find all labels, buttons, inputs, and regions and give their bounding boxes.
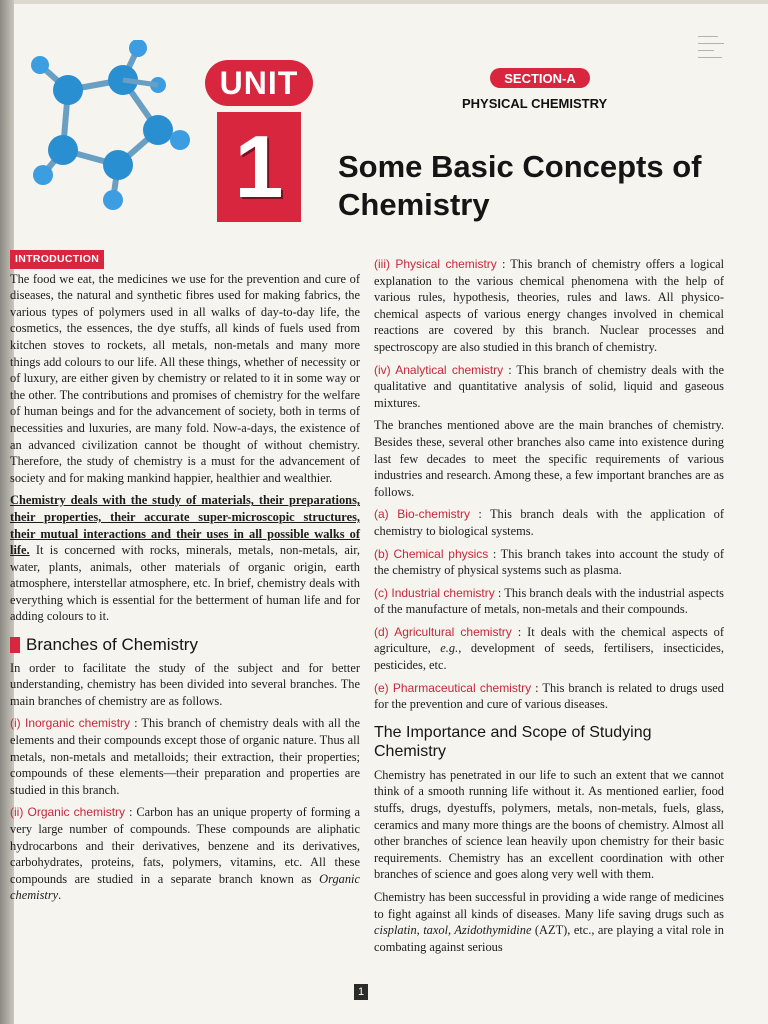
section-marker <box>10 637 20 653</box>
unit-number-box <box>217 112 301 222</box>
organic-label: (ii) Organic chemistry <box>10 805 126 820</box>
industrial-text: : This branch deals with the industrial aspects of the manufacture of metals, non-metals and their compounds. <box>374 585 724 617</box>
analytical-text: : This branch of chemistry deals with the qualitative and quantitative analysis of solid, liquid and gaseous mixtures. <box>374 362 724 410</box>
importance-p2-b: (AZT), etc., are playing a vital role in combating against serious <box>374 923 724 954</box>
importance-p2-a: Chemistry has been successful in providing a wide range of medicines to fight against all kinds of diseases. Many life saving drugs such as <box>374 890 724 921</box>
organic-term: Organic chemistry <box>10 871 360 903</box>
section-label: SECTION-A <box>490 68 590 88</box>
left-column <box>10 250 360 910</box>
physical-text: : This branch of chemistry offers a logical explanation to the various chemical phenomena with the help of various rules, hypothesis, theories, rules and laws. All physico-chemical aspects of various energy changes involved in chemical reactions are covered by this branch. Nuclear processes and spectroscopy are also studied in this branch of chemistry. <box>374 257 725 354</box>
bio-text: : This branch deals with the application of chemistry to biological systems. <box>374 507 724 538</box>
importance-paragraph-2 <box>374 889 724 955</box>
other-branches-intro: The branches mentioned above are the main branches of chemistry. Besides these, several other branches also came into existence during last few decades to meet the specific requirements of various industries and research. Among these, a few important branches are as follows. <box>374 418 724 499</box>
branches-title: Branches of Chemistry <box>26 635 198 655</box>
chemphys-text: : This branch takes into account the study of the chemistry of physical systems such as plasma. <box>374 546 724 578</box>
inorganic-text: : This branch of chemistry deals with all the elements and their compounds except those of organic nature. Thus all metals, non-metals and metalloids; their extraction, their properties; compounds of these elements—their preparation and properties are studied in this branch. <box>10 716 361 797</box>
agri-label: (d) Agricultural chemistry <box>374 624 512 639</box>
corner-marks <box>698 36 728 96</box>
agri-eg: e.g. <box>440 641 459 656</box>
unit-badge <box>205 60 325 222</box>
physical-label: (iii) Physical chemistry <box>374 257 497 271</box>
chapter-title: Some Basic Concepts of Chemistry <box>338 149 702 222</box>
agri-text-1: : It deals with the chemical aspects of agriculture, <box>374 624 724 656</box>
chemistry-definition-paragraph <box>10 492 360 625</box>
agri-text-2: , development of seeds, fertilisers, insecticides, pesticides, etc. <box>374 641 724 673</box>
bio-label: (a) Bio-chemistry <box>374 507 470 522</box>
importance-heading: The Importance and Scope of Studying Chemistry <box>374 723 652 760</box>
chemphys-label: (b) Chemical physics <box>374 546 489 561</box>
industrial-label: (c) Industrial chemistry <box>374 585 495 600</box>
pharma-text: : This branch is related to drugs used for the prevention and cure of various diseases. <box>374 680 724 712</box>
right-column <box>374 256 724 961</box>
analytical-label: (iv) Analytical chemistry <box>374 362 504 377</box>
unit-label: UNIT <box>205 60 313 106</box>
bio-paragraph <box>374 506 724 539</box>
branches-heading <box>10 637 360 654</box>
branches-intro: In order to facilitate the study of the subject and for better understanding, chemistry has been divided into several branches. The main branches of chemistry are as follows. <box>10 660 360 708</box>
page-top-edge <box>0 0 768 4</box>
physical-paragraph <box>374 256 724 356</box>
industrial-paragraph <box>374 585 724 618</box>
pharma-label: (e) Pharmaceutical chemistry <box>374 680 532 695</box>
drug-names: cisplatin, taxol, Azidothymidine <box>374 923 532 938</box>
chemphys-paragraph <box>374 546 724 579</box>
inorganic-label: (i) Inorganic chemistry <box>10 716 131 731</box>
unit-number: 1 <box>234 117 284 216</box>
section-subtitle: PHYSICAL CHEMISTRY <box>462 96 608 111</box>
chemistry-scope-text: It is concerned with rocks, minerals, metals, non-metals, air, water, plants, animals, other materials of organic origin, earth atmosphere, interstellar atmosphere, etc. In brief, chemistry deals with everything which is essential for the betterment of human life and for adding colours to it. <box>10 543 360 624</box>
importance-paragraph-1: Chemistry has penetrated in our life to such an extent that we cannot think of a smooth running life without it. As mentioned earlier, food stuffs, drugs, dyestuffs, polymers, metals, non-metals, fuels, glass, ceramics and many more things are the boons of chemistry. Almost all other branches of science lean heavily upon chemistry for their basic requirements. Chemistry has an excellent coordination with other branches of science and goes along very well with them. <box>374 767 724 882</box>
inorganic-paragraph <box>10 715 360 798</box>
intro-paragraph: The food we eat, the medicines we use for the prevention and cure of diseases, the natural and synthetic fibres used for making fabrics, the various types of polymers used in all walks of day-to-day life, the cosmetics, the essences, the dye stuffs, all kinds of fuels used from kitchen stoves to rockets, all metals, non-metals and many more things add colours to our life. All these things, whether of necessity or of luxury, are either given by chemistry or related to it in some way or the other. The contributions and promises of chemistry for the welfare of human beings and for the advancement of society, both in terms of necessities and luxuries, are many fold. Now-a-days, the existence of an advanced civilization cannot be thought of without chemistry. Therefore, the study of chemistry is a must for the advancement of society and for making mankind happier, healthier and wealthier. <box>10 271 360 485</box>
intro-tag: INTRODUCTION <box>10 250 104 269</box>
chemistry-definition: Chemistry deals with the study of materials, their preparations, their properties, their accurate super-microscopic structures, their mutual interactions and their uses in all possible walks of life. <box>10 493 360 558</box>
organic-paragraph: (ii) Organic chemistry : Carbon has an unique property of forming a very large number of compounds. These compounds are aliphatic hydrocarbons and their derivatives, benzene and its derivatives, carbohydrates, proteins, fats, polymers, vitamins, etc. All these compounds are studied in a separate branch known as Organic chemistry. <box>10 805 360 903</box>
page-number: 1 <box>354 984 368 1000</box>
molecule-illustration <box>18 40 198 220</box>
pharma-paragraph <box>374 680 724 713</box>
analytical-paragraph <box>374 362 724 412</box>
agri-paragraph <box>374 624 724 674</box>
organic-text: : Carbon has an unique property of forming a very large number of compounds. These compounds are aliphatic hydrocarbons and their derivatives, benzene and its derivatives, carbohydrates, proteins, fats, polymers, vitamins, etc. All these compounds are studied in a separate branch known as <box>10 805 360 886</box>
